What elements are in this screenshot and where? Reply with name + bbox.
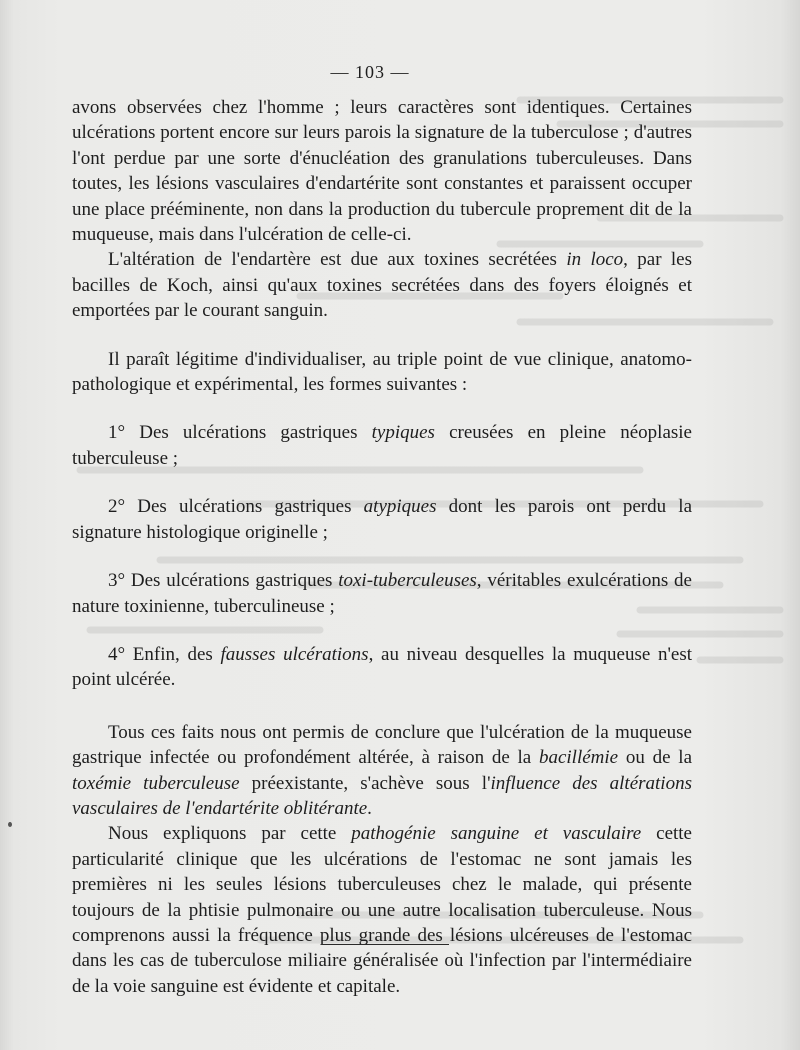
list-item-typiques: 1° Des ulcérations gastriques typiques creusées en pleine néoplasie tuberculeuse ; [72, 422, 692, 469]
list-item-toxi-tuberculeuses: 3° Des ulcérations gastriques toxi-tuberculeuses, véritables exulcérations de nature toxinienne, tuberculineuse ; [72, 570, 692, 617]
body-text [72, 95, 692, 999]
closing-rule [323, 944, 449, 945]
ink-speck [8, 822, 12, 827]
paragraph-endartere: L'altération de l'endartère est due aux toxines secrétées in loco, par les bacilles de Koch, ainsi qu'aux toxines secrétées dans des foyers éloignés et emportées par le courant sanguin. [72, 249, 692, 322]
paragraph-individualiser: Il paraît légitime d'individualiser, au triple point de vue clinique, anatomo-pathologique et expérimental, les formes suivantes : [72, 348, 692, 396]
list-item-fausses-ulcerations: 4° Enfin, des fausses ulcérations, au niveau desquelles la muqueuse n'est point ulcérée. [72, 643, 693, 691]
paragraph-conclusion: Tous ces faits nous ont permis de conclure que l'ulcération de la muqueuse gastrique infectée ou profondément altérée, à raison de la bacillémie ou de la toxémie tuberculeuse préexistante, s'achève sous l'influence des altérations vasculaires de l'endartérite oblitérante. [72, 721, 693, 819]
paragraph-continuation: avons observées chez l'homme ; leurs caractères sont identiques. Certaines ulcérations portent encore sur leurs parois la signature de la tuberculose ; d'autres l'ont perdue par une sorte d'énucléation des granulations tuberculeuses. Dans toutes, les lésions vasculaires d'endartérite sont constantes et paraissent occuper une place prééminente, non dans la production du tubercule proprement dit de la muqueuse, mais dans l'ulcération de celle-ci. [72, 97, 692, 246]
list-item-atypiques: 2° Des ulcérations gastriques atypiques dont les parois ont perdu la signature histologique originelle ; [72, 496, 692, 543]
page-number: — 103 — [330, 62, 410, 82]
paragraph-pathogenie: Nous expliquons par cette pathogénie sanguine et vasculaire cette particularité clinique que les ulcérations de l'estomac ne sont jamais les premières ni les seules lésions tuberculeuses chez le malade, qui présente toujours de la phtisie pulmonaire ou une autre localisation tuberculeuse. Nous comprenons aussi la fréquence plus grande des lésions ulcéreuses de l'estomac dans les cas de tuberculose miliaire généralisée où l'infection par l'intermédiaire de la voie sanguine est évidente et capitale. [72, 823, 692, 997]
